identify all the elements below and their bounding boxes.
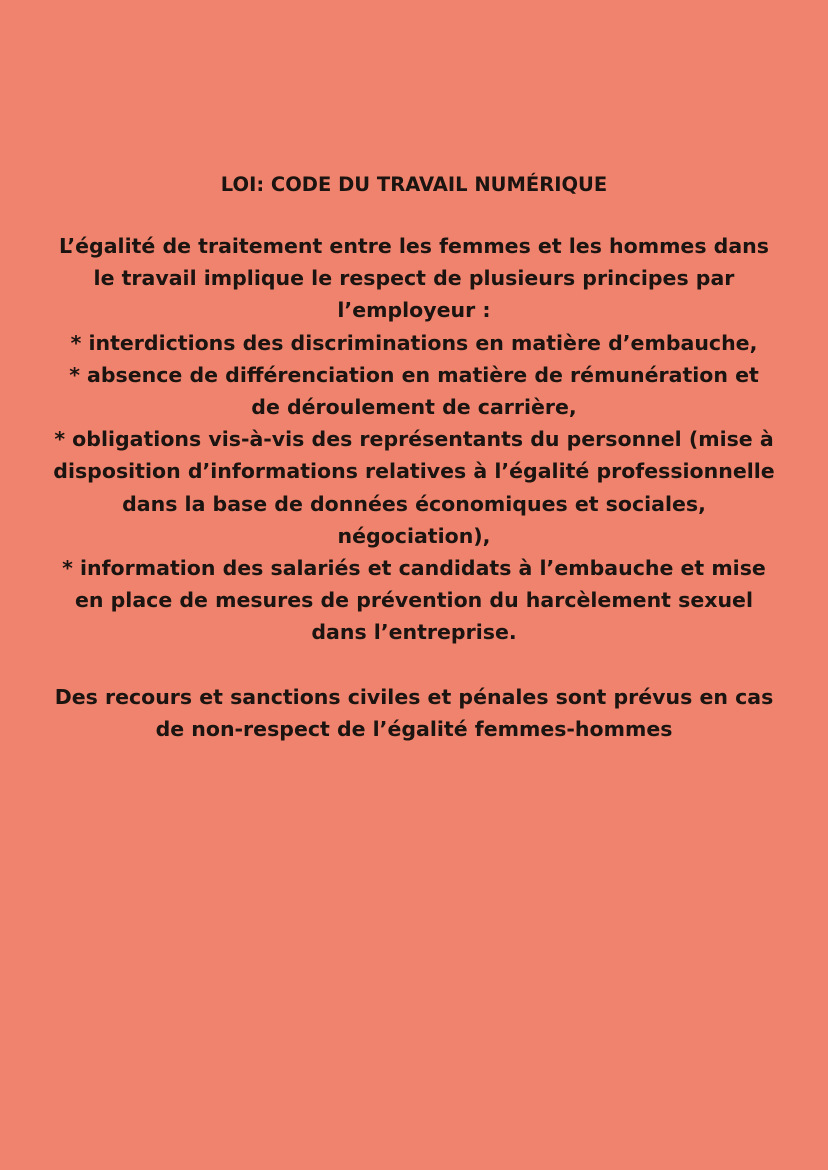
closing-line: de non-respect de l’égalité femmes-hommes xyxy=(155,716,673,741)
body-line: dans l’entreprise. xyxy=(311,620,517,645)
body-line: le travail implique le respect de plusieurs principes par xyxy=(93,266,735,291)
document-closing xyxy=(40,681,788,745)
body-line: de déroulement de carrière, xyxy=(251,395,577,420)
body-line: disposition d’informations relatives à l’égalité professionnelle xyxy=(53,459,775,484)
document-body xyxy=(40,230,788,649)
body-line: * absence de différenciation en matière de rémunération et xyxy=(69,362,759,387)
body-line: L’égalité de traitement entre les femmes et les hommes dans xyxy=(59,234,769,258)
body-line: en place de mesures de prévention du harcèlement sexuel xyxy=(75,588,753,613)
body-line: négociation), xyxy=(337,523,491,548)
closing-line: Des recours et sanctions civiles et pénales sont prévus en cas xyxy=(54,684,774,709)
body-line: * information des salariés et candidats à l’embauche et mise xyxy=(62,556,766,581)
body-line: dans la base de données économiques et sociales, xyxy=(122,491,706,516)
body-line: * obligations vis-à-vis des représentants du personnel (mise à xyxy=(54,427,774,452)
body-line: l’employeur : xyxy=(337,298,491,323)
document-title: LOI: CODE DU TRAVAIL NUMÉRIQUE xyxy=(220,173,608,196)
body-line: * interdictions des discriminations en matière d’embauche, xyxy=(70,330,758,355)
